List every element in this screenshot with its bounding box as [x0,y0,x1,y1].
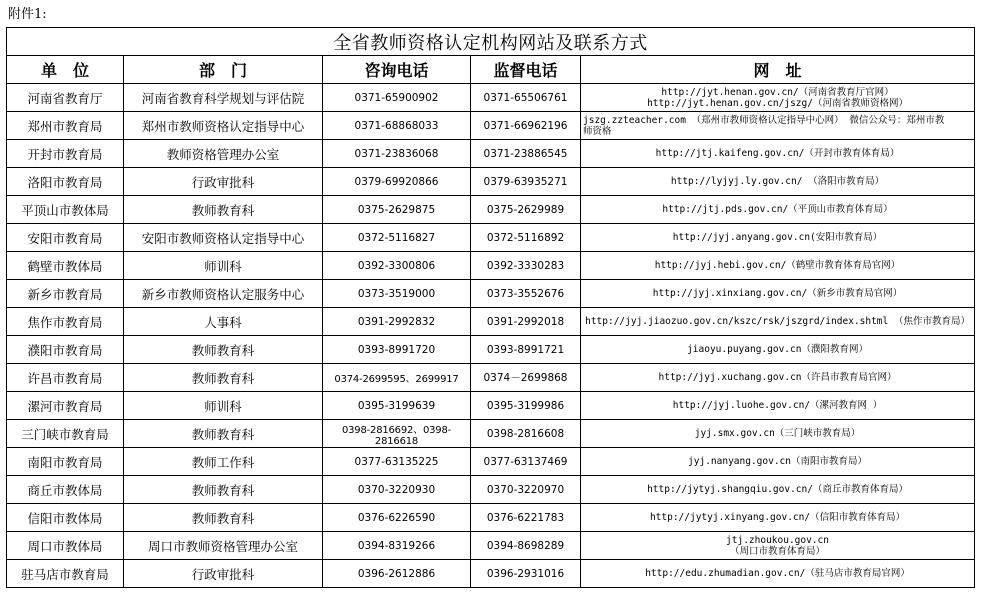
cell-supervise-phone: 0370-3220970 [471,476,581,504]
header-row [7,56,975,84]
table-row [7,364,975,392]
website-line: jyj.nanyang.gov.cn（南阳市教育局） [688,456,867,467]
cell-unit: 郑州市教育局 [7,112,124,140]
cell-supervise-phone: 0391-2992018 [471,308,581,336]
cell-consult-phone: 0376-6226590 [323,504,471,532]
cell-unit: 周口市教体局 [7,532,124,560]
table-row [7,308,975,336]
cell-consult-phone: 0396-2612886 [323,560,471,588]
cell-department: 教师教育科 [124,420,323,448]
cell-website [581,252,975,280]
cell-unit: 信阳市教体局 [7,504,124,532]
cell-department: 安阳市教师资格认定指导中心 [124,224,323,252]
website-line: http://jyj.xinxiang.gov.cn/（新乡市教育局官网） [652,288,903,299]
cell-website [581,308,975,336]
website-line: http://jtj.kaifeng.gov.cn/（开封市教育体育局） [655,148,900,159]
cell-website [581,448,975,476]
cell-website [581,112,975,140]
table-row [7,252,975,280]
table-row [7,448,975,476]
cell-consult-phone: 0395-3199639 [323,392,471,420]
cell-supervise-phone: 0377-63137469 [471,448,581,476]
cell-department: 教师教育科 [124,476,323,504]
table-row [7,196,975,224]
cell-department: 郑州市教师资格认定指导中心 [124,112,323,140]
cell-supervise-phone: 0396-2931016 [471,560,581,588]
cell-website [581,504,975,532]
website-line: http://lyjyj.ly.gov.cn/ （洛阳市教育局） [670,176,885,187]
website-line: http://jyj.jiaozuo.gov.cn/kszc/rsk/jszgrd/index.shtml （焦作市教育局） [585,316,970,327]
cell-unit: 焦作市教育局 [7,308,124,336]
table-row [7,392,975,420]
cell-department: 周口市教师资格管理办公室 [124,532,323,560]
cell-department: 教师教育科 [124,336,323,364]
cell-consult-phone: 0374-2699595、2699917 [323,364,471,392]
cell-website [581,336,975,364]
website-line-2: （周口市教育体育局） [730,545,826,557]
cell-supervise-phone: 0374－2699868 [471,364,581,392]
cell-supervise-phone: 0392-3330283 [471,252,581,280]
cell-unit: 濮阳市教育局 [7,336,124,364]
header-department: 部 门 [124,56,323,84]
institution-contact-table [6,27,975,588]
cell-department: 行政审批科 [124,560,323,588]
website-line: http://jyj.hebi.gov.cn/（鹤壁市教育体育局官网） [654,260,901,271]
table-title: 全省教师资格认定机构网站及联系方式 [7,28,975,56]
cell-website [581,280,975,308]
cell-supervise-phone: 0371-65506761 [471,84,581,112]
cell-department: 人事科 [124,308,323,336]
cell-department: 行政审批科 [124,168,323,196]
cell-website [581,476,975,504]
cell-consult-phone: 0375-2629875 [323,196,471,224]
cell-consult-phone: 0371-23836068 [323,140,471,168]
website-line: http://jyj.luohe.gov.cn/（漯河教育网 ） [672,400,883,411]
cell-supervise-phone: 0371-23886545 [471,140,581,168]
table-row [7,476,975,504]
cell-unit: 开封市教育局 [7,140,124,168]
cell-consult-phone: 0393-8991720 [323,336,471,364]
website-line-2: 师资格 [583,125,612,137]
cell-consult-phone: 0398-2816692、0398-2816618 [323,420,471,448]
cell-unit: 安阳市教育局 [7,224,124,252]
cell-unit: 商丘市教体局 [7,476,124,504]
cell-website [581,140,975,168]
cell-website [581,196,975,224]
cell-website [581,168,975,196]
cell-unit: 三门峡市教育局 [7,420,124,448]
website-line: jszg.zzteacher.com （郑州市教师资格认定指导中心网） 微信公众号：郑州市教 [583,114,945,126]
cell-website [581,392,975,420]
cell-supervise-phone: 0379-63935271 [471,168,581,196]
cell-unit: 平顶山市教体局 [7,196,124,224]
cell-consult-phone: 0377-63135225 [323,448,471,476]
website-line: jyj.smx.gov.cn（三门峡市教育局） [694,428,861,439]
cell-unit: 新乡市教育局 [7,280,124,308]
website-line: jiaoyu.puyang.gov.cn（濮阳教育网） [687,344,868,355]
cell-department: 教师教育科 [124,196,323,224]
cell-department: 师训科 [124,252,323,280]
table-row [7,224,975,252]
cell-supervise-phone: 0373-3552676 [471,280,581,308]
cell-department: 教师教育科 [124,504,323,532]
cell-supervise-phone: 0395-3199986 [471,392,581,420]
cell-consult-phone: 0372-5116827 [323,224,471,252]
annex-label: 附件1: [8,7,47,22]
cell-website [581,532,975,560]
cell-department: 新乡市教师资格认定服务中心 [124,280,323,308]
cell-website [581,560,975,588]
table-row [7,168,975,196]
cell-supervise-phone: 0393-8991721 [471,336,581,364]
header-unit: 单 位 [7,56,124,84]
website-line: http://jyt.henan.gov.cn/（河南省教育厅官网） [661,86,894,98]
cell-department: 河南省教育科学规划与评估院 [124,84,323,112]
cell-supervise-phone: 0372-5116892 [471,224,581,252]
website-line-2: http://jyt.henan.gov.cn/jszg/（河南省教师资格网） [647,97,908,109]
website-line: http://edu.zhumadian.gov.cn/（驻马店市教育局官网） [645,568,910,579]
table-row [7,84,975,112]
table-row [7,112,975,140]
cell-supervise-phone: 0371-66962196 [471,112,581,140]
cell-supervise-phone: 0398-2816608 [471,420,581,448]
table-row [7,280,975,308]
cell-unit: 洛阳市教育局 [7,168,124,196]
table-row [7,532,975,560]
cell-consult-phone: 0371-68868033 [323,112,471,140]
website-line: http://jytyj.shangqiu.gov.cn/（商丘市教育体育局） [647,484,908,495]
header-supervise-phone: 监督电话 [471,56,581,84]
header-website: 网 址 [581,56,975,84]
cell-unit: 漯河市教育局 [7,392,124,420]
website-line: http://jyj.xuchang.gov.cn（许昌市教育局官网） [658,372,897,383]
cell-department: 教师资格管理办公室 [124,140,323,168]
cell-consult-phone: 0370-3220930 [323,476,471,504]
cell-unit: 许昌市教育局 [7,364,124,392]
website-line: http://jyj.anyang.gov.cn(安阳市教育局） [672,232,883,243]
website-line: jtj.zhoukou.gov.cn [726,534,829,546]
cell-consult-phone: 0392-3300806 [323,252,471,280]
table-row [7,140,975,168]
cell-website [581,364,975,392]
cell-unit: 鹤壁市教体局 [7,252,124,280]
cell-consult-phone: 0391-2992832 [323,308,471,336]
cell-consult-phone: 0379-69920866 [323,168,471,196]
cell-unit: 南阳市教育局 [7,448,124,476]
cell-website [581,84,975,112]
cell-supervise-phone: 0394-8698289 [471,532,581,560]
cell-consult-phone: 0394-8319266 [323,532,471,560]
header-consult-phone: 咨询电话 [323,56,471,84]
table-row [7,336,975,364]
cell-department: 教师工作科 [124,448,323,476]
cell-unit: 河南省教育厅 [7,84,124,112]
table-row [7,560,975,588]
table-row [7,420,975,448]
website-line: http://jtj.pds.gov.cn/（平顶山市教育体育局） [662,204,893,215]
cell-supervise-phone: 0375-2629989 [471,196,581,224]
cell-department: 师训科 [124,392,323,420]
table-row [7,504,975,532]
cell-department: 教师教育科 [124,364,323,392]
cell-unit: 驻马店市教育局 [7,560,124,588]
cell-consult-phone: 0373-3519000 [323,280,471,308]
cell-consult-phone: 0371-65900902 [323,84,471,112]
cell-website [581,224,975,252]
website-line: http://jytyj.xinyang.gov.cn/（信阳市教育体育局） [649,512,906,523]
cell-supervise-phone: 0376-6221783 [471,504,581,532]
cell-website [581,420,975,448]
